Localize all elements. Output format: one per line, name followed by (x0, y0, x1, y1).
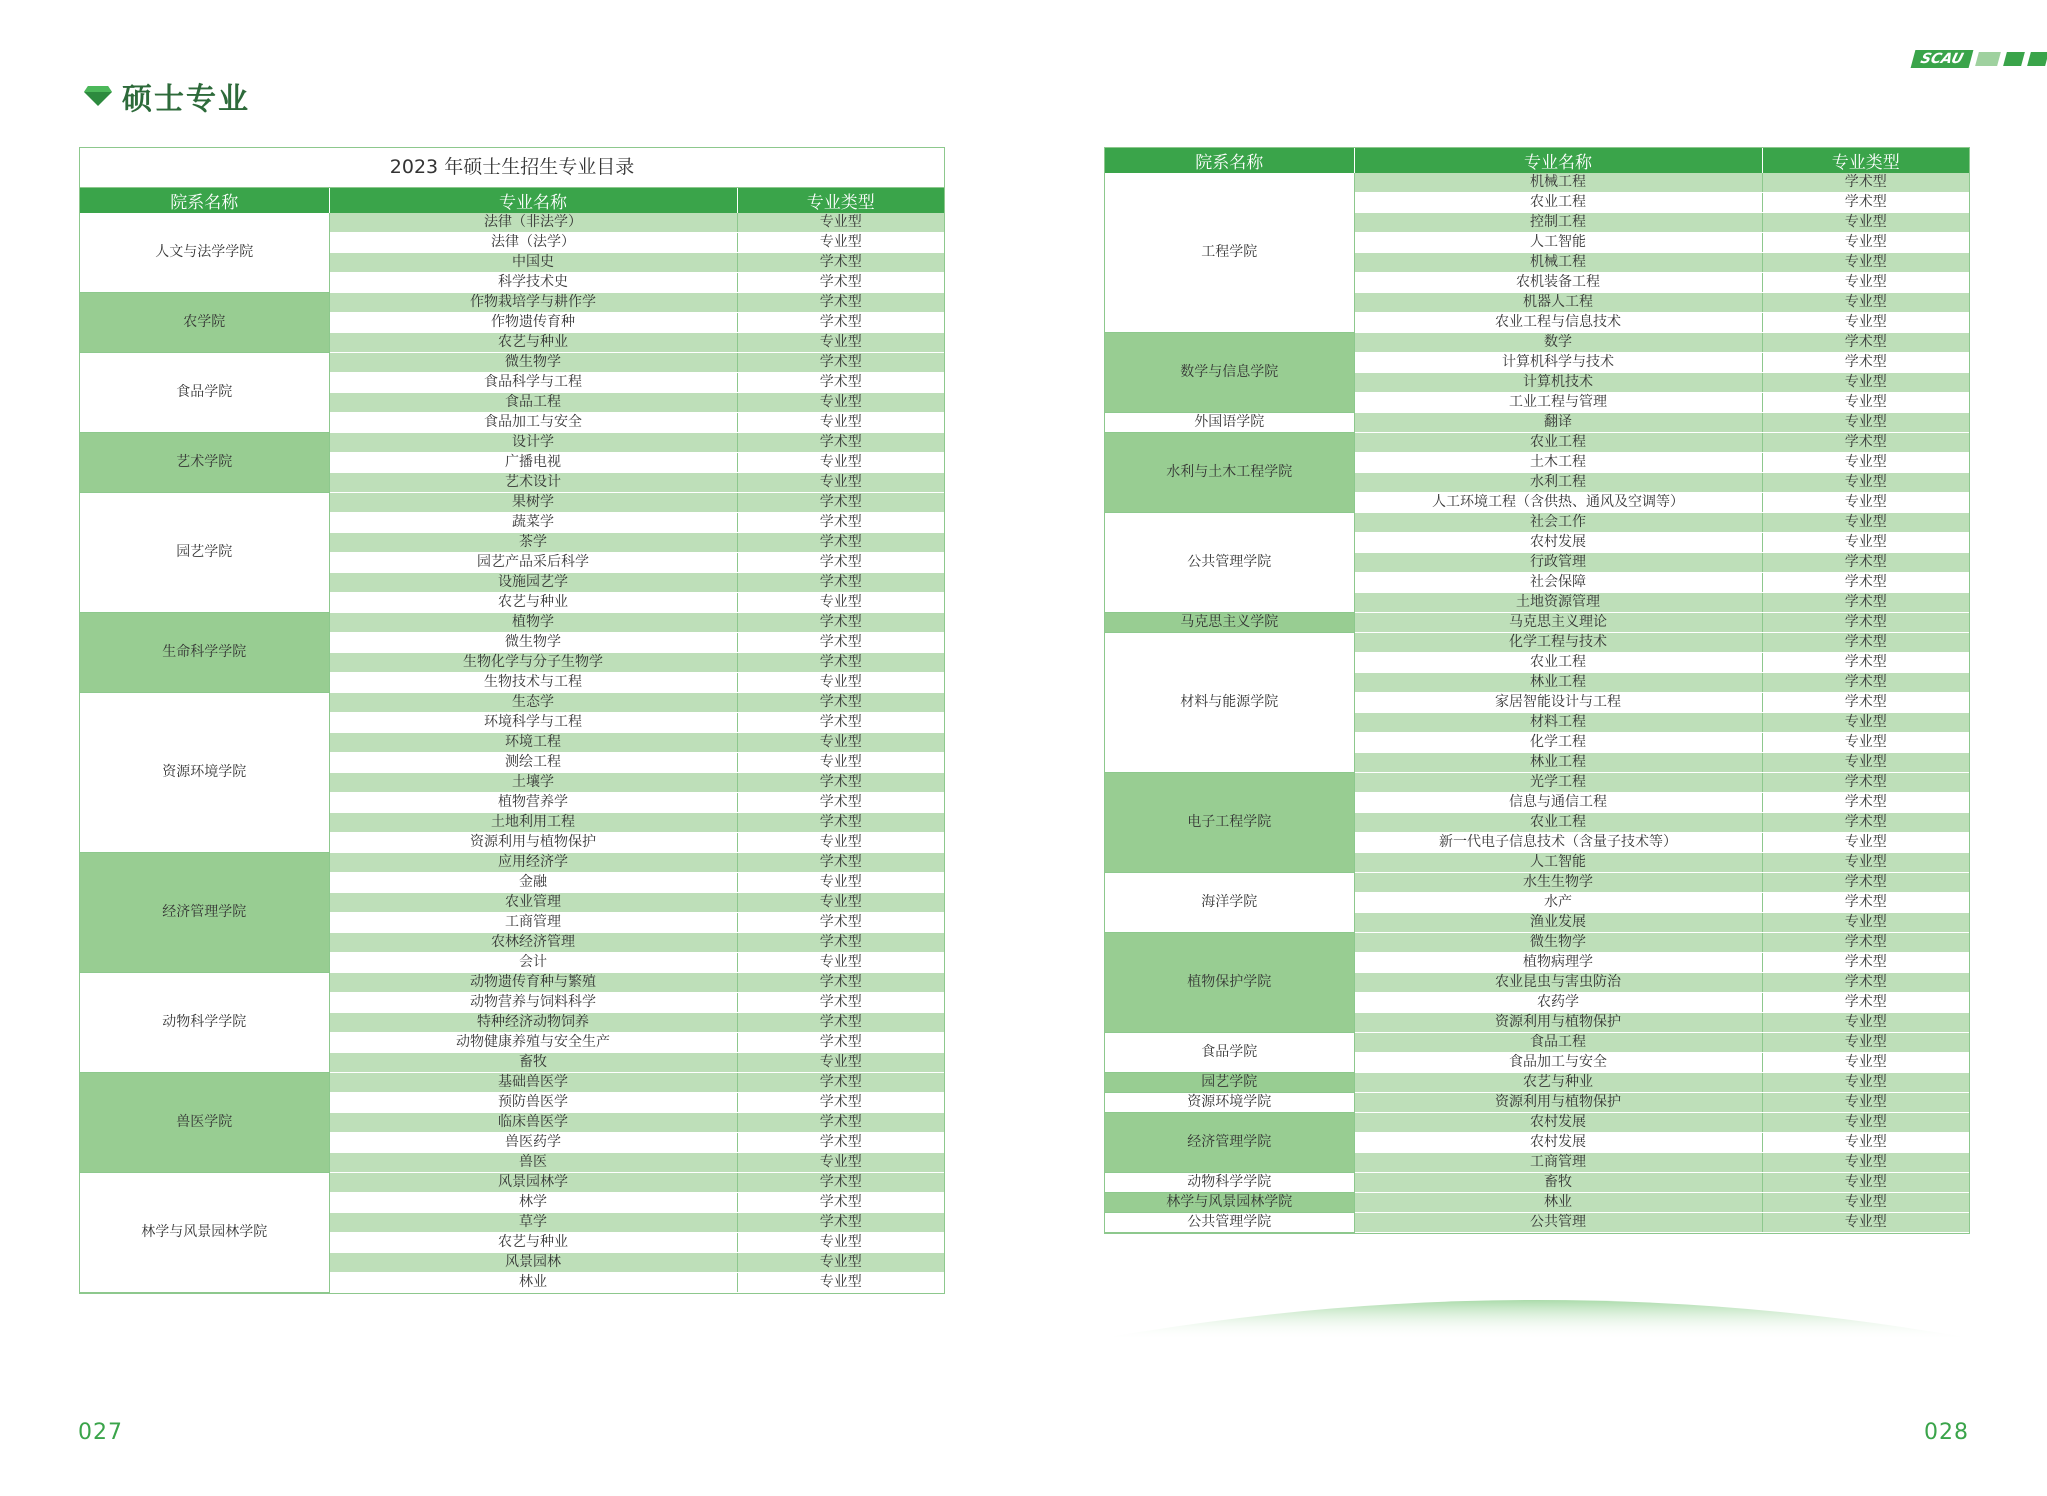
type-cell: 学术型 (737, 373, 944, 393)
type-cell: 专业型 (737, 1153, 944, 1173)
type-cell: 学术型 (737, 273, 944, 293)
major-cell: 应用经济学 (329, 853, 737, 873)
type-cell: 学术型 (737, 433, 944, 453)
table-row (1105, 173, 1969, 193)
major-cell: 农村发展 (1354, 1113, 1762, 1133)
brand-logo: SCAU (1911, 50, 1974, 68)
type-cell: 学术型 (737, 933, 944, 953)
type-cell: 学术型 (737, 973, 944, 993)
type-cell: 学术型 (1762, 793, 1969, 813)
major-cell: 工商管理 (329, 913, 737, 933)
major-cell: 设计学 (329, 433, 737, 453)
dept-cell: 资源环境学院 (1105, 1093, 1354, 1113)
table-row (80, 1173, 944, 1193)
type-cell: 学术型 (1762, 193, 1969, 213)
major-cell: 农业昆虫与害虫防治 (1354, 973, 1762, 993)
type-cell: 学术型 (737, 913, 944, 933)
type-cell: 专业型 (1762, 1033, 1969, 1053)
majors-table-left (80, 188, 944, 1293)
dept-cell: 食品学院 (1105, 1033, 1354, 1073)
major-cell: 预防兽医学 (329, 1093, 737, 1113)
major-cell: 渔业发展 (1354, 913, 1762, 933)
major-cell: 机械工程 (1354, 253, 1762, 273)
major-cell: 微生物学 (329, 633, 737, 653)
type-cell: 学术型 (1762, 953, 1969, 973)
type-cell: 专业型 (737, 453, 944, 473)
type-cell: 学术型 (737, 613, 944, 633)
type-cell: 专业型 (1762, 1173, 1969, 1193)
table-row (80, 493, 944, 513)
gem-icon (84, 86, 112, 106)
major-cell: 农业管理 (329, 893, 737, 913)
type-cell: 专业型 (1762, 1093, 1969, 1113)
type-cell: 专业型 (1762, 453, 1969, 473)
page-number-left: 027 (78, 1420, 123, 1445)
type-cell: 专业型 (737, 753, 944, 773)
dept-cell: 园艺学院 (80, 493, 329, 613)
type-cell: 专业型 (1762, 233, 1969, 253)
table-row (1105, 1113, 1969, 1133)
type-cell: 专业型 (737, 593, 944, 613)
type-cell: 学术型 (1762, 693, 1969, 713)
major-cell: 食品科学与工程 (329, 373, 737, 393)
table-row (1105, 1173, 1969, 1193)
type-cell: 学术型 (1762, 993, 1969, 1013)
header-type: 专业类型 (1762, 148, 1969, 173)
type-cell: 专业型 (1762, 513, 1969, 533)
major-cell: 农药学 (1354, 993, 1762, 1013)
type-cell: 专业型 (1762, 533, 1969, 553)
brand-mark (1913, 50, 2047, 68)
dept-cell: 兽医学院 (80, 1073, 329, 1173)
type-cell: 学术型 (1762, 433, 1969, 453)
major-cell: 法律（法学） (329, 233, 737, 253)
dept-cell: 外国语学院 (1105, 413, 1354, 433)
dept-cell: 马克思主义学院 (1105, 613, 1354, 633)
major-cell: 农机装备工程 (1354, 273, 1762, 293)
type-cell: 学术型 (1762, 893, 1969, 913)
dept-cell: 艺术学院 (80, 433, 329, 493)
table-row (1105, 1033, 1969, 1053)
major-cell: 土壤学 (329, 773, 737, 793)
major-cell: 微生物学 (1354, 933, 1762, 953)
type-cell: 专业型 (737, 1053, 944, 1073)
table-row (1105, 773, 1969, 793)
type-cell: 学术型 (737, 493, 944, 513)
dept-cell: 动物科学学院 (80, 973, 329, 1073)
major-cell: 人工环境工程（含供热、通风及空调等） (1354, 493, 1762, 513)
dept-cell: 材料与能源学院 (1105, 633, 1354, 773)
type-cell: 学术型 (1762, 333, 1969, 353)
type-cell: 学术型 (737, 813, 944, 833)
major-cell: 食品工程 (329, 393, 737, 413)
major-cell: 社会保障 (1354, 573, 1762, 593)
type-cell: 专业型 (1762, 253, 1969, 273)
major-cell: 植物营养学 (329, 793, 737, 813)
type-cell: 专业型 (1762, 853, 1969, 873)
type-cell: 专业型 (1762, 1073, 1969, 1093)
major-cell: 生态学 (329, 693, 737, 713)
type-cell: 学术型 (1762, 173, 1969, 193)
type-cell: 专业型 (737, 473, 944, 493)
type-cell: 专业型 (1762, 833, 1969, 853)
table-row (1105, 1213, 1969, 1233)
dept-cell: 农学院 (80, 293, 329, 353)
major-cell: 特种经济动物饲养 (329, 1013, 737, 1033)
type-cell: 学术型 (737, 553, 944, 573)
type-cell: 专业型 (1762, 293, 1969, 313)
major-cell: 中国史 (329, 253, 737, 273)
type-cell: 专业型 (737, 953, 944, 973)
type-cell: 学术型 (737, 1133, 944, 1153)
type-cell: 专业型 (737, 1233, 944, 1253)
major-cell: 资源利用与植物保护 (329, 833, 737, 853)
type-cell: 学术型 (737, 1113, 944, 1133)
major-cell: 动物遗传育种与繁殖 (329, 973, 737, 993)
major-cell: 临床兽医学 (329, 1113, 737, 1133)
table-row (80, 613, 944, 633)
major-cell: 食品加工与安全 (329, 413, 737, 433)
majors-table-right (1105, 148, 1969, 1233)
major-cell: 农艺与种业 (329, 593, 737, 613)
major-cell: 光学工程 (1354, 773, 1762, 793)
dept-cell: 人文与法学学院 (80, 213, 329, 293)
type-cell: 学术型 (737, 793, 944, 813)
major-cell: 法律（非法学） (329, 213, 737, 233)
major-cell: 微生物学 (329, 353, 737, 373)
major-cell: 化学工程 (1354, 733, 1762, 753)
dept-cell: 工程学院 (1105, 173, 1354, 333)
type-cell: 专业型 (1762, 493, 1969, 513)
table-row (1105, 873, 1969, 893)
page-title: 硕士专业 (122, 82, 250, 117)
major-cell: 农业工程 (1354, 433, 1762, 453)
major-cell: 工商管理 (1354, 1153, 1762, 1173)
header-dept: 院系名称 (80, 188, 329, 213)
major-cell: 土地资源管理 (1354, 593, 1762, 613)
brand-bar (2027, 52, 2047, 66)
type-cell: 学术型 (1762, 673, 1969, 693)
type-cell: 学术型 (737, 293, 944, 313)
major-cell: 基础兽医学 (329, 1073, 737, 1093)
major-cell: 测绘工程 (329, 753, 737, 773)
type-cell: 学术型 (737, 1193, 944, 1213)
major-cell: 广播电视 (329, 453, 737, 473)
type-cell: 专业型 (737, 233, 944, 253)
major-cell: 水产 (1354, 893, 1762, 913)
dept-cell: 资源环境学院 (80, 693, 329, 853)
major-cell: 计算机技术 (1354, 373, 1762, 393)
type-cell: 学术型 (737, 693, 944, 713)
major-cell: 畜牧 (329, 1053, 737, 1073)
dept-cell: 经济管理学院 (1105, 1113, 1354, 1173)
right-table-wrapper (1104, 147, 1970, 1234)
type-cell: 学术型 (737, 653, 944, 673)
major-cell: 化学工程与技术 (1354, 633, 1762, 653)
major-cell: 环境科学与工程 (329, 713, 737, 733)
type-cell: 专业型 (1762, 753, 1969, 773)
type-cell: 学术型 (1762, 933, 1969, 953)
major-cell: 作物遗传育种 (329, 313, 737, 333)
type-cell: 专业型 (737, 893, 944, 913)
type-cell: 学术型 (737, 353, 944, 373)
table-row (80, 853, 944, 873)
major-cell: 风景园林 (329, 1253, 737, 1273)
header-major: 专业名称 (329, 188, 737, 213)
type-cell: 学术型 (737, 253, 944, 273)
type-cell: 学术型 (1762, 613, 1969, 633)
header-type: 专业类型 (737, 188, 944, 213)
type-cell: 专业型 (1762, 473, 1969, 493)
type-cell: 专业型 (1762, 1013, 1969, 1033)
major-cell: 草学 (329, 1213, 737, 1233)
major-cell: 农业工程 (1354, 813, 1762, 833)
major-cell: 生物化学与分子生物学 (329, 653, 737, 673)
dept-cell: 园艺学院 (1105, 1073, 1354, 1093)
major-cell: 植物病理学 (1354, 953, 1762, 973)
major-cell: 兽医药学 (329, 1133, 737, 1153)
major-cell: 农业工程 (1354, 193, 1762, 213)
major-cell: 土木工程 (1354, 453, 1762, 473)
major-cell: 科学技术史 (329, 273, 737, 293)
type-cell: 学术型 (737, 773, 944, 793)
type-cell: 专业型 (737, 413, 944, 433)
major-cell: 林业工程 (1354, 753, 1762, 773)
major-cell: 农村发展 (1354, 533, 1762, 553)
type-cell: 学术型 (737, 1033, 944, 1053)
major-cell: 信息与通信工程 (1354, 793, 1762, 813)
major-cell: 水利工程 (1354, 473, 1762, 493)
dept-cell: 林学与风景园林学院 (80, 1173, 329, 1293)
type-cell: 专业型 (737, 213, 944, 233)
header-major: 专业名称 (1354, 148, 1762, 173)
dept-cell: 生命科学学院 (80, 613, 329, 693)
type-cell: 专业型 (737, 1253, 944, 1273)
major-cell: 环境工程 (329, 733, 737, 753)
type-cell: 专业型 (1762, 213, 1969, 233)
dept-cell: 电子工程学院 (1105, 773, 1354, 873)
major-cell: 农业工程与信息技术 (1354, 313, 1762, 333)
type-cell: 专业型 (737, 393, 944, 413)
type-cell: 专业型 (1762, 1213, 1969, 1233)
major-cell: 农艺与种业 (329, 333, 737, 353)
major-cell: 食品加工与安全 (1354, 1053, 1762, 1073)
table-row (1105, 413, 1969, 433)
major-cell: 会计 (329, 953, 737, 973)
table-row (1105, 1073, 1969, 1093)
major-cell: 农艺与种业 (329, 1233, 737, 1253)
major-cell: 食品工程 (1354, 1033, 1762, 1053)
table-row (1105, 633, 1969, 653)
page-heading (84, 74, 250, 118)
type-cell: 专业型 (1762, 913, 1969, 933)
major-cell: 蔬菜学 (329, 513, 737, 533)
table-row (1105, 933, 1969, 953)
major-cell: 风景园林学 (329, 1173, 737, 1193)
table-row (1105, 613, 1969, 633)
type-cell: 学术型 (737, 1073, 944, 1093)
type-cell: 专业型 (737, 873, 944, 893)
type-cell: 专业型 (1762, 373, 1969, 393)
major-cell: 控制工程 (1354, 213, 1762, 233)
type-cell: 专业型 (737, 733, 944, 753)
major-cell: 人工智能 (1354, 853, 1762, 873)
table-row (80, 433, 944, 453)
major-cell: 社会工作 (1354, 513, 1762, 533)
major-cell: 林业 (1354, 1193, 1762, 1213)
page-number-right: 028 (1924, 1420, 1969, 1445)
type-cell: 学术型 (1762, 633, 1969, 653)
dept-cell: 经济管理学院 (80, 853, 329, 973)
major-cell: 动物营养与饲料科学 (329, 993, 737, 1013)
type-cell: 学术型 (737, 633, 944, 653)
type-cell: 专业型 (1762, 1053, 1969, 1073)
type-cell: 学术型 (1762, 973, 1969, 993)
type-cell: 专业型 (1762, 413, 1969, 433)
type-cell: 专业型 (1762, 713, 1969, 733)
table-row (1105, 513, 1969, 533)
major-cell: 艺术设计 (329, 473, 737, 493)
major-cell: 数学 (1354, 333, 1762, 353)
major-cell: 金融 (329, 873, 737, 893)
type-cell: 专业型 (1762, 1133, 1969, 1153)
type-cell: 学术型 (1762, 593, 1969, 613)
dept-cell: 数学与信息学院 (1105, 333, 1354, 413)
major-cell: 农业工程 (1354, 653, 1762, 673)
table-row (1105, 433, 1969, 453)
dept-cell: 植物保护学院 (1105, 933, 1354, 1033)
table-title: 2023 年硕士生招生专业目录 (80, 148, 944, 188)
table-row (80, 213, 944, 233)
type-cell: 专业型 (1762, 393, 1969, 413)
type-cell: 专业型 (1762, 273, 1969, 293)
table-row (80, 293, 944, 313)
table-row (80, 1073, 944, 1093)
type-cell: 专业型 (1762, 313, 1969, 333)
type-cell: 学术型 (737, 1013, 944, 1033)
major-cell: 作物栽培学与耕作学 (329, 293, 737, 313)
dept-cell: 动物科学学院 (1105, 1173, 1354, 1193)
type-cell: 专业型 (737, 673, 944, 693)
major-cell: 农村发展 (1354, 1133, 1762, 1153)
major-cell: 工业工程与管理 (1354, 393, 1762, 413)
type-cell: 专业型 (1762, 733, 1969, 753)
major-cell: 林业工程 (1354, 673, 1762, 693)
type-cell: 学术型 (1762, 553, 1969, 573)
major-cell: 材料工程 (1354, 713, 1762, 733)
type-cell: 学术型 (737, 993, 944, 1013)
major-cell: 园艺产品采后科学 (329, 553, 737, 573)
brand-bar (2003, 52, 2025, 66)
table-row (1105, 1093, 1969, 1113)
type-cell: 学术型 (1762, 873, 1969, 893)
decorative-arc (1104, 1290, 1970, 1340)
dept-cell: 公共管理学院 (1105, 513, 1354, 613)
type-cell: 学术型 (737, 533, 944, 553)
major-cell: 设施园艺学 (329, 573, 737, 593)
type-cell: 专业型 (737, 333, 944, 353)
major-cell: 水生生物学 (1354, 873, 1762, 893)
major-cell: 动物健康养殖与安全生产 (329, 1033, 737, 1053)
type-cell: 专业型 (1762, 1153, 1969, 1173)
major-cell: 生物技术与工程 (329, 673, 737, 693)
major-cell: 果树学 (329, 493, 737, 513)
table-row (80, 973, 944, 993)
major-cell: 资源利用与植物保护 (1354, 1093, 1762, 1113)
major-cell: 兽医 (329, 1153, 737, 1173)
major-cell: 林业 (329, 1273, 737, 1293)
major-cell: 土地利用工程 (329, 813, 737, 833)
dept-cell: 公共管理学院 (1105, 1213, 1354, 1233)
type-cell: 专业型 (1762, 1193, 1969, 1213)
type-cell: 学术型 (737, 313, 944, 333)
major-cell: 马克思主义理论 (1354, 613, 1762, 633)
left-table-wrapper (79, 147, 945, 1294)
major-cell: 翻译 (1354, 413, 1762, 433)
major-cell: 植物学 (329, 613, 737, 633)
type-cell: 学术型 (737, 1173, 944, 1193)
major-cell: 机器人工程 (1354, 293, 1762, 313)
table-header-row (1105, 148, 1969, 173)
major-cell: 家居智能设计与工程 (1354, 693, 1762, 713)
type-cell: 学术型 (1762, 573, 1969, 593)
type-cell: 学术型 (1762, 773, 1969, 793)
major-cell: 资源利用与植物保护 (1354, 1013, 1762, 1033)
type-cell: 学术型 (737, 1213, 944, 1233)
table-row (1105, 333, 1969, 353)
type-cell: 学术型 (1762, 813, 1969, 833)
major-cell: 农艺与种业 (1354, 1073, 1762, 1093)
dept-cell: 林学与风景园林学院 (1105, 1193, 1354, 1213)
type-cell: 专业型 (737, 833, 944, 853)
major-cell: 农林经济管理 (329, 933, 737, 953)
type-cell: 学术型 (1762, 353, 1969, 373)
dept-cell: 食品学院 (80, 353, 329, 433)
table-header-row (80, 188, 944, 213)
type-cell: 学术型 (737, 713, 944, 733)
major-cell: 计算机科学与技术 (1354, 353, 1762, 373)
type-cell: 学术型 (737, 1093, 944, 1113)
type-cell: 学术型 (737, 853, 944, 873)
type-cell: 学术型 (1762, 653, 1969, 673)
major-cell: 公共管理 (1354, 1213, 1762, 1233)
major-cell: 畜牧 (1354, 1173, 1762, 1193)
major-cell: 行政管理 (1354, 553, 1762, 573)
major-cell: 机械工程 (1354, 173, 1762, 193)
dept-cell: 水利与土木工程学院 (1105, 433, 1354, 513)
table-row (80, 693, 944, 713)
major-cell: 林学 (329, 1193, 737, 1213)
header-dept: 院系名称 (1105, 148, 1354, 173)
brand-bar (1975, 52, 2001, 66)
type-cell: 专业型 (1762, 1113, 1969, 1133)
type-cell: 专业型 (737, 1273, 944, 1293)
major-cell: 新一代电子信息技术（含量子技术等） (1354, 833, 1762, 853)
type-cell: 学术型 (737, 573, 944, 593)
table-row (80, 353, 944, 373)
major-cell: 人工智能 (1354, 233, 1762, 253)
dept-cell: 海洋学院 (1105, 873, 1354, 933)
type-cell: 学术型 (737, 513, 944, 533)
table-row (1105, 1193, 1969, 1213)
major-cell: 茶学 (329, 533, 737, 553)
